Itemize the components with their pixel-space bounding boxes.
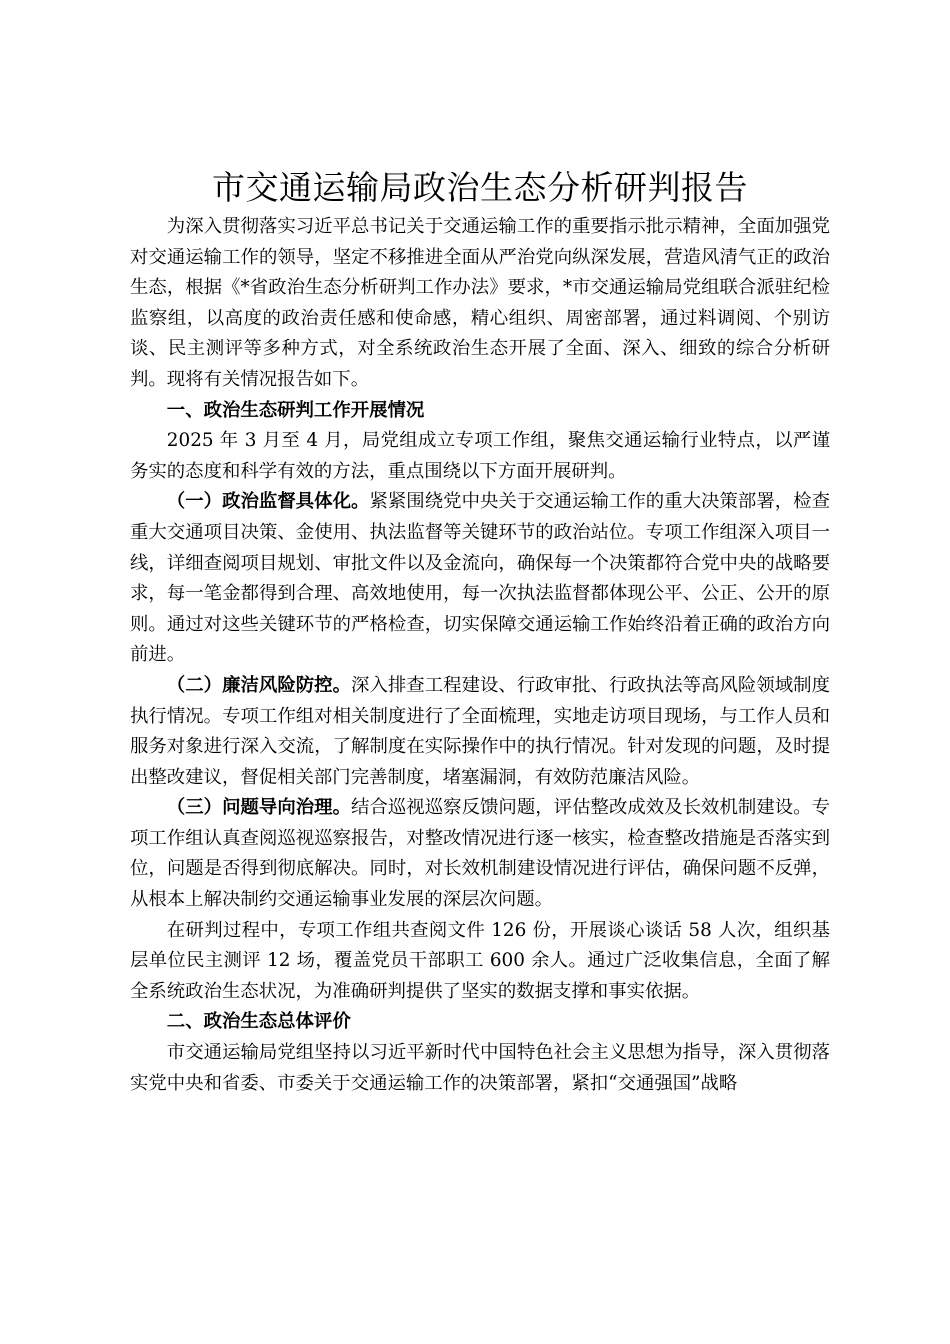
section-2-paragraph: 市交通运输局党组坚持以习近平新时代中国特色社会主义思想为指导，深入贯彻落实党中央和省委、市委关于交通运输工作的决策部署，紧扣“交通强国”战略 <box>130 1042 830 1094</box>
item-1-text: 紧紧围绕党中央关于交通运输工作的重大决策部署，检查重大交通项目决策、金使用、执法监督等关键环节的政治站位。专项工作组深入项目一线，详细查阅项目规划、审批文件以及金流向，确保每一个决策都符合党中央的战略要求，每一笔金都得到合理、高效地使用，每一次执法监督都体现公平、公正、公开的原则。通过对这些关键环节的严格检查，切实保障交通运输工作始终沿着正确的政治方向前进。 <box>130 491 830 666</box>
item-1-lead: （一）政治监督具体化。 <box>166 491 370 513</box>
section-1-item-1 <box>130 487 830 671</box>
document-title: 市交通运输局政治生态分析研判报告 <box>212 168 748 207</box>
item-3-lead: （三）问题导向治理。 <box>166 797 352 819</box>
item-2-text: 深入排查工程建设、行政审批、行政执法等高风险领域制度执行情况。专项工作组对相关制度进行了全面梳理，实地走访项目现场，与工作人员和服务对象进行深入交流，了解制度在实际操作中的执行情况。针对发现的问题，及时提出整改建议，督促相关部门完善制度，堵塞漏洞，有效防范廉洁风险。 <box>130 674 830 788</box>
section-1-item-2 <box>130 671 830 793</box>
section-1-paragraph: 2025 年 3 月至 4 月，局党组成立专项工作组，聚焦交通运输行业特点，以严谨务实的态度和科学有效的方法，重点围绕以下方面开展研判。 <box>130 430 830 482</box>
section-1-heading: 一、政治生态研判工作开展情况 <box>166 399 425 421</box>
item-2-lead: （二）廉洁风险防控。 <box>166 674 352 696</box>
section-1-item-3 <box>130 793 830 915</box>
intro-paragraph: 为深入贯彻落实习近平总书记关于交通运输工作的重要指示批示精神，全面加强党对交通运输工作的领导，坚定不移推进全面从严治党向纵深发展，营造风清气正的政治生态，根据《*省政治生态分析研判工作办法》要求，*市交通运输局党组联合派驻纪检监察组，以高度的政治责任感和使命感，精心组织、周密部署，通过料调阅、个别访谈、民主测评等多种方式，对全系统政治生态开展了全面、深入、细致的综合分析研判。现将有关情况报告如下。 <box>130 216 830 390</box>
document-body <box>130 168 830 1099</box>
section-1-summary-paragraph: 在研判过程中，专项工作组共查阅文件 126 份，开展谈心谈话 58 人次，组织基层单位民主测评 12 场，覆盖党员干部职工 600 余人。通过广泛收集信息，全面了解全系统政治生态状况，为准确研判提供了坚实的数据支撑和事实依据。 <box>130 919 830 1002</box>
section-2-heading: 二、政治生态总体评价 <box>166 1011 351 1033</box>
item-3-text: 结合巡视巡察反馈问题，评估整改成效及长效机制建设。专项工作组认真查阅巡视巡察报告，对整改情况进行逐一核实，检查整改措施是否落实到位，问题是否得到彻底解决。同时，对长效机制建设情况进行评估，确保问题不反弹，从根本上解决制约交通运输事业发展的深层次问题。 <box>130 797 830 911</box>
